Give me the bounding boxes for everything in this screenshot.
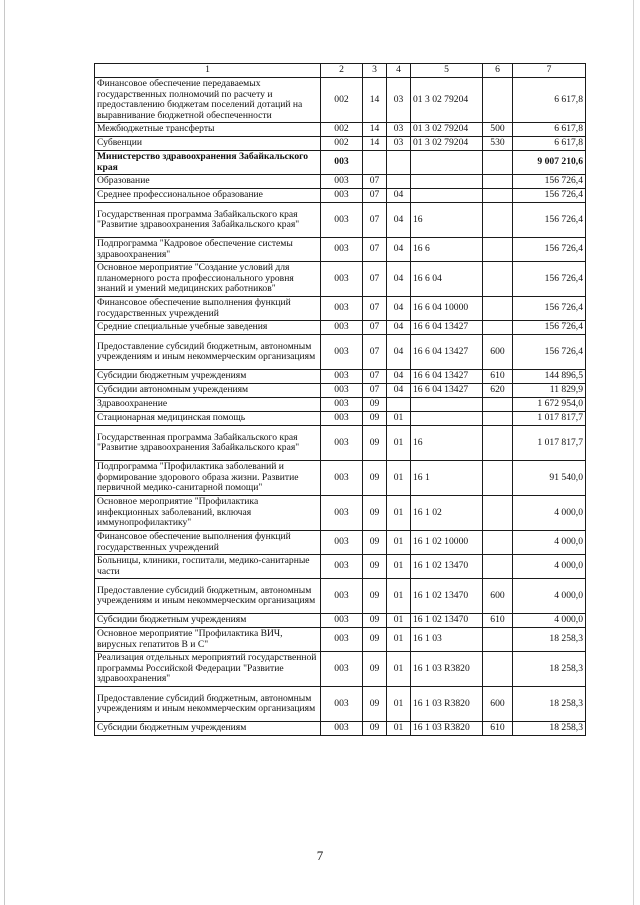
row-section-cell: 07 bbox=[363, 297, 387, 321]
row-target-code-cell: 16 1 02 10000 bbox=[411, 531, 483, 555]
row-section-cell: 09 bbox=[363, 555, 387, 579]
row-admin-code-cell: 003 bbox=[321, 555, 363, 579]
row-target-code-cell: 01 3 02 79204 bbox=[411, 123, 483, 137]
row-target-code-cell: 16 1 02 13470 bbox=[411, 614, 483, 628]
row-name-cell: Больницы, клиники, госпитали, медико-санитарные части bbox=[95, 555, 321, 579]
row-target-code-cell: 16 bbox=[411, 203, 483, 238]
row-expense-type-cell bbox=[483, 203, 513, 238]
row-expense-type-cell bbox=[483, 297, 513, 321]
row-admin-code-cell: 003 bbox=[321, 297, 363, 321]
row-target-code-cell: 16 6 04 13427 bbox=[411, 370, 483, 384]
row-admin-code-cell: 003 bbox=[321, 579, 363, 614]
row-target-code-cell: 16 1 03 R3820 bbox=[411, 722, 483, 736]
row-name-cell: Министерство здравоохранения Забайкальского края bbox=[95, 151, 321, 175]
row-section-cell: 07 bbox=[363, 262, 387, 297]
table-row bbox=[95, 384, 586, 398]
row-section-cell: 09 bbox=[363, 687, 387, 722]
row-amount-cell: 156 726,4 bbox=[513, 203, 586, 238]
row-section-cell: 09 bbox=[363, 496, 387, 531]
row-expense-type-cell bbox=[483, 426, 513, 461]
scan-edge-left bbox=[4, 0, 5, 905]
row-name-cell: Субсидии бюджетным учреждениям bbox=[95, 370, 321, 384]
table-row bbox=[95, 628, 586, 652]
row-subsection-cell: 01 bbox=[387, 496, 411, 531]
row-subsection-cell: 04 bbox=[387, 189, 411, 203]
row-subsection-cell bbox=[387, 175, 411, 189]
row-target-code-cell bbox=[411, 398, 483, 412]
row-subsection-cell bbox=[387, 151, 411, 175]
row-name-cell: Предоставление субсидий бюджетным, автономным учреждениям и иным некоммерческим организациям bbox=[95, 687, 321, 722]
row-section-cell: 07 bbox=[363, 175, 387, 189]
row-name-cell: Стационарная медицинская помощь bbox=[95, 412, 321, 426]
table-row bbox=[95, 531, 586, 555]
table-header-row bbox=[95, 64, 586, 78]
row-name-cell: Государственная программа Забайкальского края "Развитие здравоохранения Забайкальского края" bbox=[95, 203, 321, 238]
table-row bbox=[95, 652, 586, 687]
table-row bbox=[95, 426, 586, 461]
row-amount-cell: 18 258,3 bbox=[513, 652, 586, 687]
row-expense-type-cell bbox=[483, 262, 513, 297]
row-target-code-cell: 16 1 02 13470 bbox=[411, 555, 483, 579]
row-admin-code-cell: 003 bbox=[321, 370, 363, 384]
table-body bbox=[95, 78, 586, 736]
row-expense-type-cell: 600 bbox=[483, 687, 513, 722]
row-target-code-cell: 16 6 04 13427 bbox=[411, 384, 483, 398]
row-section-cell: 09 bbox=[363, 614, 387, 628]
row-target-code-cell: 16 6 04 10000 bbox=[411, 297, 483, 321]
row-amount-cell: 1 672 954,0 bbox=[513, 398, 586, 412]
row-expense-type-cell: 610 bbox=[483, 370, 513, 384]
row-expense-type-cell bbox=[483, 531, 513, 555]
table-row bbox=[95, 335, 586, 370]
table-row bbox=[95, 137, 586, 151]
row-amount-cell: 18 258,3 bbox=[513, 722, 586, 736]
row-amount-cell: 4 000,0 bbox=[513, 579, 586, 614]
row-name-cell: Средние специальные учебные заведения bbox=[95, 321, 321, 335]
row-amount-cell: 156 726,4 bbox=[513, 321, 586, 335]
row-section-cell: 07 bbox=[363, 370, 387, 384]
table-row bbox=[95, 496, 586, 531]
row-expense-type-cell: 530 bbox=[483, 137, 513, 151]
table-row bbox=[95, 687, 586, 722]
row-name-cell: Среднее профессиональное образование bbox=[95, 189, 321, 203]
row-subsection-cell: 03 bbox=[387, 78, 411, 123]
row-amount-cell: 4 000,0 bbox=[513, 531, 586, 555]
row-admin-code-cell: 002 bbox=[321, 137, 363, 151]
row-expense-type-cell bbox=[483, 321, 513, 335]
row-name-cell: Субвенции bbox=[95, 137, 321, 151]
row-subsection-cell: 04 bbox=[387, 384, 411, 398]
table-row bbox=[95, 238, 586, 262]
row-amount-cell: 156 726,4 bbox=[513, 189, 586, 203]
row-amount-cell: 156 726,4 bbox=[513, 297, 586, 321]
row-section-cell: 09 bbox=[363, 579, 387, 614]
table-row bbox=[95, 151, 586, 175]
row-subsection-cell bbox=[387, 398, 411, 412]
row-admin-code-cell: 003 bbox=[321, 203, 363, 238]
table-row bbox=[95, 189, 586, 203]
row-target-code-cell bbox=[411, 175, 483, 189]
row-admin-code-cell: 003 bbox=[321, 652, 363, 687]
row-section-cell: 07 bbox=[363, 203, 387, 238]
row-expense-type-cell: 500 bbox=[483, 123, 513, 137]
row-admin-code-cell: 003 bbox=[321, 238, 363, 262]
row-amount-cell: 4 000,0 bbox=[513, 496, 586, 531]
row-section-cell: 07 bbox=[363, 189, 387, 203]
table-row bbox=[95, 175, 586, 189]
row-expense-type-cell bbox=[483, 628, 513, 652]
row-target-code-cell bbox=[411, 412, 483, 426]
row-admin-code-cell: 003 bbox=[321, 262, 363, 297]
row-section-cell: 14 bbox=[363, 123, 387, 137]
row-name-cell: Финансовое обеспечение выполнения функций государственных учреждений bbox=[95, 297, 321, 321]
row-amount-cell: 4 000,0 bbox=[513, 555, 586, 579]
scan-edge-right bbox=[633, 0, 634, 905]
header-col-7: 7 bbox=[513, 64, 586, 78]
row-section-cell: 09 bbox=[363, 628, 387, 652]
row-subsection-cell: 04 bbox=[387, 335, 411, 370]
row-section-cell bbox=[363, 151, 387, 175]
row-subsection-cell: 01 bbox=[387, 531, 411, 555]
table-row bbox=[95, 722, 586, 736]
row-amount-cell: 18 258,3 bbox=[513, 628, 586, 652]
row-amount-cell: 1 017 817,7 bbox=[513, 412, 586, 426]
row-subsection-cell: 01 bbox=[387, 652, 411, 687]
row-subsection-cell: 04 bbox=[387, 321, 411, 335]
row-subsection-cell: 01 bbox=[387, 614, 411, 628]
row-section-cell: 09 bbox=[363, 531, 387, 555]
row-admin-code-cell: 003 bbox=[321, 412, 363, 426]
row-amount-cell: 18 258,3 bbox=[513, 687, 586, 722]
header-col-4: 4 bbox=[387, 64, 411, 78]
row-target-code-cell: 16 bbox=[411, 426, 483, 461]
table-row bbox=[95, 370, 586, 384]
row-section-cell: 09 bbox=[363, 652, 387, 687]
table-row bbox=[95, 412, 586, 426]
row-expense-type-cell bbox=[483, 175, 513, 189]
row-subsection-cell: 04 bbox=[387, 203, 411, 238]
row-admin-code-cell: 003 bbox=[321, 321, 363, 335]
header-col-3: 3 bbox=[363, 64, 387, 78]
row-name-cell: Предоставление субсидий бюджетным, автономным учреждениям и иным некоммерческим организациям bbox=[95, 335, 321, 370]
row-subsection-cell: 01 bbox=[387, 412, 411, 426]
row-name-cell: Субсидии бюджетным учреждениям bbox=[95, 614, 321, 628]
table-row bbox=[95, 297, 586, 321]
row-section-cell: 09 bbox=[363, 461, 387, 496]
row-admin-code-cell: 003 bbox=[321, 151, 363, 175]
row-admin-code-cell: 003 bbox=[321, 722, 363, 736]
row-subsection-cell: 01 bbox=[387, 722, 411, 736]
row-admin-code-cell: 003 bbox=[321, 687, 363, 722]
row-admin-code-cell: 003 bbox=[321, 496, 363, 531]
row-name-cell: Предоставление субсидий бюджетным, автономным учреждениям и иным некоммерческим организациям bbox=[95, 579, 321, 614]
row-amount-cell: 156 726,4 bbox=[513, 238, 586, 262]
row-admin-code-cell: 003 bbox=[321, 614, 363, 628]
row-target-code-cell: 01 3 02 79204 bbox=[411, 137, 483, 151]
table-row bbox=[95, 203, 586, 238]
row-expense-type-cell bbox=[483, 398, 513, 412]
row-name-cell: Финансовое обеспечение передаваемых государственных полномочий по расчету и предоставлению бюджетам поселений дотаций на выравнивание бюджетной обеспеченности bbox=[95, 78, 321, 123]
row-amount-cell: 6 617,8 bbox=[513, 78, 586, 123]
table-row bbox=[95, 123, 586, 137]
row-target-code-cell: 16 6 04 13427 bbox=[411, 321, 483, 335]
row-target-code-cell: 16 1 03 R3820 bbox=[411, 652, 483, 687]
table-row bbox=[95, 262, 586, 297]
row-subsection-cell: 04 bbox=[387, 370, 411, 384]
row-admin-code-cell: 002 bbox=[321, 78, 363, 123]
header-col-1: 1 bbox=[95, 64, 321, 78]
row-amount-cell: 6 617,8 bbox=[513, 123, 586, 137]
row-section-cell: 09 bbox=[363, 412, 387, 426]
row-expense-type-cell bbox=[483, 412, 513, 426]
row-target-code-cell: 16 1 03 bbox=[411, 628, 483, 652]
row-target-code-cell: 16 6 04 bbox=[411, 262, 483, 297]
row-expense-type-cell bbox=[483, 555, 513, 579]
row-amount-cell: 156 726,4 bbox=[513, 262, 586, 297]
row-amount-cell: 1 017 817,7 bbox=[513, 426, 586, 461]
row-name-cell: Государственная программа Забайкальского края "Развитие здравоохранения Забайкальского края" bbox=[95, 426, 321, 461]
row-amount-cell: 144 896,5 bbox=[513, 370, 586, 384]
row-subsection-cell: 04 bbox=[387, 262, 411, 297]
row-admin-code-cell: 003 bbox=[321, 531, 363, 555]
row-section-cell: 07 bbox=[363, 321, 387, 335]
budget-table bbox=[94, 63, 586, 736]
row-subsection-cell: 04 bbox=[387, 238, 411, 262]
row-admin-code-cell: 003 bbox=[321, 398, 363, 412]
row-expense-type-cell bbox=[483, 461, 513, 496]
table-row bbox=[95, 579, 586, 614]
row-subsection-cell: 01 bbox=[387, 426, 411, 461]
row-target-code-cell: 16 6 bbox=[411, 238, 483, 262]
row-expense-type-cell: 610 bbox=[483, 722, 513, 736]
table-row bbox=[95, 614, 586, 628]
row-amount-cell: 6 617,8 bbox=[513, 137, 586, 151]
row-admin-code-cell: 003 bbox=[321, 426, 363, 461]
row-subsection-cell: 01 bbox=[387, 628, 411, 652]
row-admin-code-cell: 003 bbox=[321, 335, 363, 370]
row-name-cell: Субсидии бюджетным учреждениям bbox=[95, 722, 321, 736]
row-expense-type-cell bbox=[483, 151, 513, 175]
row-amount-cell: 4 000,0 bbox=[513, 614, 586, 628]
row-target-code-cell bbox=[411, 151, 483, 175]
row-amount-cell: 9 007 210,6 bbox=[513, 151, 586, 175]
row-section-cell: 14 bbox=[363, 78, 387, 123]
row-amount-cell: 91 540,0 bbox=[513, 461, 586, 496]
row-name-cell: Здравоохранение bbox=[95, 398, 321, 412]
table-row bbox=[95, 398, 586, 412]
page-number: 7 bbox=[316, 848, 324, 863]
row-name-cell: Подпрограмма "Профилактика заболеваний и формирование здорового образа жизни. Развитие первичной медико-санитарной помощи" bbox=[95, 461, 321, 496]
row-name-cell: Образование bbox=[95, 175, 321, 189]
table-row bbox=[95, 555, 586, 579]
row-expense-type-cell: 600 bbox=[483, 579, 513, 614]
row-expense-type-cell: 600 bbox=[483, 335, 513, 370]
row-target-code-cell: 16 6 04 13427 bbox=[411, 335, 483, 370]
row-subsection-cell: 01 bbox=[387, 461, 411, 496]
row-name-cell: Основное мероприятие "Профилактика инфекционных заболеваний, включая иммунопрофилактику" bbox=[95, 496, 321, 531]
row-admin-code-cell: 003 bbox=[321, 384, 363, 398]
row-name-cell: Реализация отдельных мероприятий государственной программы Российской Федерации "Развитие здравоохранения" bbox=[95, 652, 321, 687]
row-expense-type-cell bbox=[483, 78, 513, 123]
row-section-cell: 09 bbox=[363, 722, 387, 736]
row-section-cell: 14 bbox=[363, 137, 387, 151]
row-expense-type-cell: 620 bbox=[483, 384, 513, 398]
row-name-cell: Финансовое обеспечение выполнения функций государственных учреждений bbox=[95, 531, 321, 555]
header-col-6: 6 bbox=[483, 64, 513, 78]
row-section-cell: 07 bbox=[363, 238, 387, 262]
row-amount-cell: 156 726,4 bbox=[513, 335, 586, 370]
row-name-cell: Субсидии автономным учреждениям bbox=[95, 384, 321, 398]
row-admin-code-cell: 003 bbox=[321, 461, 363, 496]
row-name-cell: Межбюджетные трансферты bbox=[95, 123, 321, 137]
row-name-cell: Основное мероприятие "Создание условий для планомерного роста профессионального уровня знаний и умений медицинских работников" bbox=[95, 262, 321, 297]
row-section-cell: 09 bbox=[363, 426, 387, 461]
row-admin-code-cell: 003 bbox=[321, 628, 363, 652]
row-amount-cell: 11 829,9 bbox=[513, 384, 586, 398]
row-target-code-cell: 16 1 03 R3820 bbox=[411, 687, 483, 722]
row-expense-type-cell: 610 bbox=[483, 614, 513, 628]
row-admin-code-cell: 002 bbox=[321, 123, 363, 137]
row-section-cell: 07 bbox=[363, 384, 387, 398]
row-subsection-cell: 03 bbox=[387, 123, 411, 137]
row-section-cell: 07 bbox=[363, 335, 387, 370]
row-expense-type-cell bbox=[483, 189, 513, 203]
table-row bbox=[95, 461, 586, 496]
table-row bbox=[95, 78, 586, 123]
row-section-cell: 09 bbox=[363, 398, 387, 412]
row-subsection-cell: 01 bbox=[387, 687, 411, 722]
row-subsection-cell: 04 bbox=[387, 297, 411, 321]
header-col-5: 5 bbox=[411, 64, 483, 78]
row-admin-code-cell: 003 bbox=[321, 175, 363, 189]
row-name-cell: Подпрограмма "Кадровое обеспечение системы здравоохранения" bbox=[95, 238, 321, 262]
row-name-cell: Основное мероприятие "Профилактика ВИЧ, вирусных гепатитов В и С" bbox=[95, 628, 321, 652]
table-row bbox=[95, 321, 586, 335]
row-target-code-cell: 16 1 02 13470 bbox=[411, 579, 483, 614]
header-col-2: 2 bbox=[321, 64, 363, 78]
row-target-code-cell bbox=[411, 189, 483, 203]
row-target-code-cell: 01 3 02 79204 bbox=[411, 78, 483, 123]
row-target-code-cell: 16 1 02 bbox=[411, 496, 483, 531]
row-subsection-cell: 03 bbox=[387, 137, 411, 151]
row-subsection-cell: 01 bbox=[387, 579, 411, 614]
row-target-code-cell: 16 1 bbox=[411, 461, 483, 496]
row-amount-cell: 156 726,4 bbox=[513, 175, 586, 189]
row-subsection-cell: 01 bbox=[387, 555, 411, 579]
row-expense-type-cell bbox=[483, 652, 513, 687]
row-expense-type-cell bbox=[483, 496, 513, 531]
row-expense-type-cell bbox=[483, 238, 513, 262]
row-admin-code-cell: 003 bbox=[321, 189, 363, 203]
